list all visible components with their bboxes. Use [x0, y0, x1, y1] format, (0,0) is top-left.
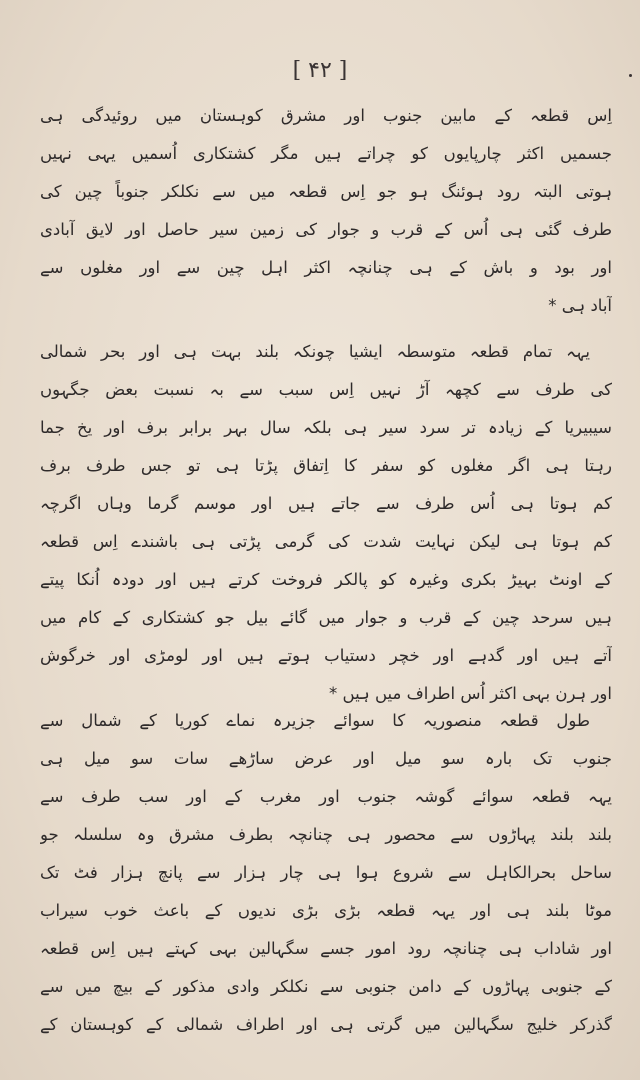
text-line: کم ہوتا ہی لیکن نہایت شدت کی گرمی پڑتی ہی باشندے اِس قطعہ [40, 532, 612, 551]
text-line: کے اونٹ بہیڑ بکری وغیرہ کو پالکر فروخت کرتے ہیں اور دودہ اُنکا پیتے [40, 570, 612, 589]
text-line: ہیں سرحد چین کے قرب و جوار میں گائے بیل جو کشتکاری کے کام میں [40, 608, 612, 627]
paragraph-2 [40, 333, 612, 713]
right-bracket: ] [331, 58, 348, 83]
text-line: ہوتی البتہ رود ہوئنگ ہو جو اِس قطعہ میں سے نکلکر جنوباً چین کی [40, 182, 612, 201]
text-line: یہہ تمام قطعہ متوسطہ ایشیا چونکہ بلند بہت ہی اور بحر شمالی [40, 342, 590, 361]
paragraph-3 [40, 702, 612, 1044]
page-number [0, 58, 640, 83]
text-line: سیبیریا کے زیادہ تر سرد سیر ہی بلکہ سال بہر برابر برف اور یخ جما [40, 418, 612, 437]
text-line: اور شاداب ہی چنانچہ رود امور جسے سگہالین بہی کہتے ہیں اِس قطعہ [40, 939, 612, 958]
text-line: جسمیں اکثر چارپایوں کو چراتے ہیں مگر کشتکاری اُسمیں یہی نہیں [40, 144, 612, 163]
text-line: آباد ہی * [548, 296, 612, 315]
left-bracket: [ [292, 58, 309, 83]
text-line: بلند بلند پہاڑوں سے محصور ہی چنانچہ بطرف مشرق وہ سلسلہ جو [40, 825, 612, 844]
text-line: یہہ قطعہ سوائے گوشہ جنوب اور مغرب کے اور سب طرف سے [40, 787, 612, 806]
text-line: آتے ہیں اور گدہے اور خچر دستیاب ہوتے ہیں اور لومڑی اور خرگوش [40, 646, 612, 665]
text-line: طول قطعہ منصوریہ کا سوائے جزیرہ نماے کوریا کے شمال سے [40, 711, 590, 730]
text-line: اور بود و باش کے ہی چنانچہ اکثر اہل چین سے اور مغلوں سے [40, 258, 612, 277]
text-line: کی طرف سے کچھہ آڑ نہیں اِس سبب سے بہ نسبت بعض جگہوں [40, 380, 612, 399]
text-line: کے جنوبی پہاڑوں کے دامن جنوبی سے نکلکر وادی مذکور کے بیچ میں سے [40, 977, 612, 996]
text-line: ساحل بحرالکاہل سے شروع ہوا ہی چار ہزار سے پانچ ہزار فٹ تک [40, 863, 612, 882]
text-line: طرف گئی ہی اُس کے قرب و جوار کی زمین سیر حاصل اور لایق آبادی [40, 220, 612, 239]
text-line: اِس قطعہ کے مابین جنوب اور مشرق کوہستان میں روئیدگی ہی [40, 106, 612, 125]
text-line: رہتا ہی اگر مغلوں کو سفر کا اِتفاق پڑتا ہی تو جس طرف برف [40, 456, 612, 475]
paragraph-1 [40, 97, 612, 325]
text-line: گذرکر خلیج سگہالین میں گرتی ہی اور اطراف شمالی کے کوہستان کے [40, 1015, 612, 1034]
text-line: اور ہرن بہی اکثر اُس اطراف میں ہیں * [329, 684, 612, 703]
text-line: موٹا بلند ہی اور یہہ قطعہ بڑی بڑی ندیوں کے باعث خوب سیراب [40, 901, 612, 920]
text-line: کم ہوتا ہی اُس طرف سے جاتے ہیں اور موسم گرما وہاں اگرچہ [40, 494, 612, 513]
page-number-value: ۴۲ [308, 58, 332, 83]
text-line: جنوب تک بارہ سو میل اور عرض ساڑھے سات سو میل ہی [40, 749, 612, 768]
